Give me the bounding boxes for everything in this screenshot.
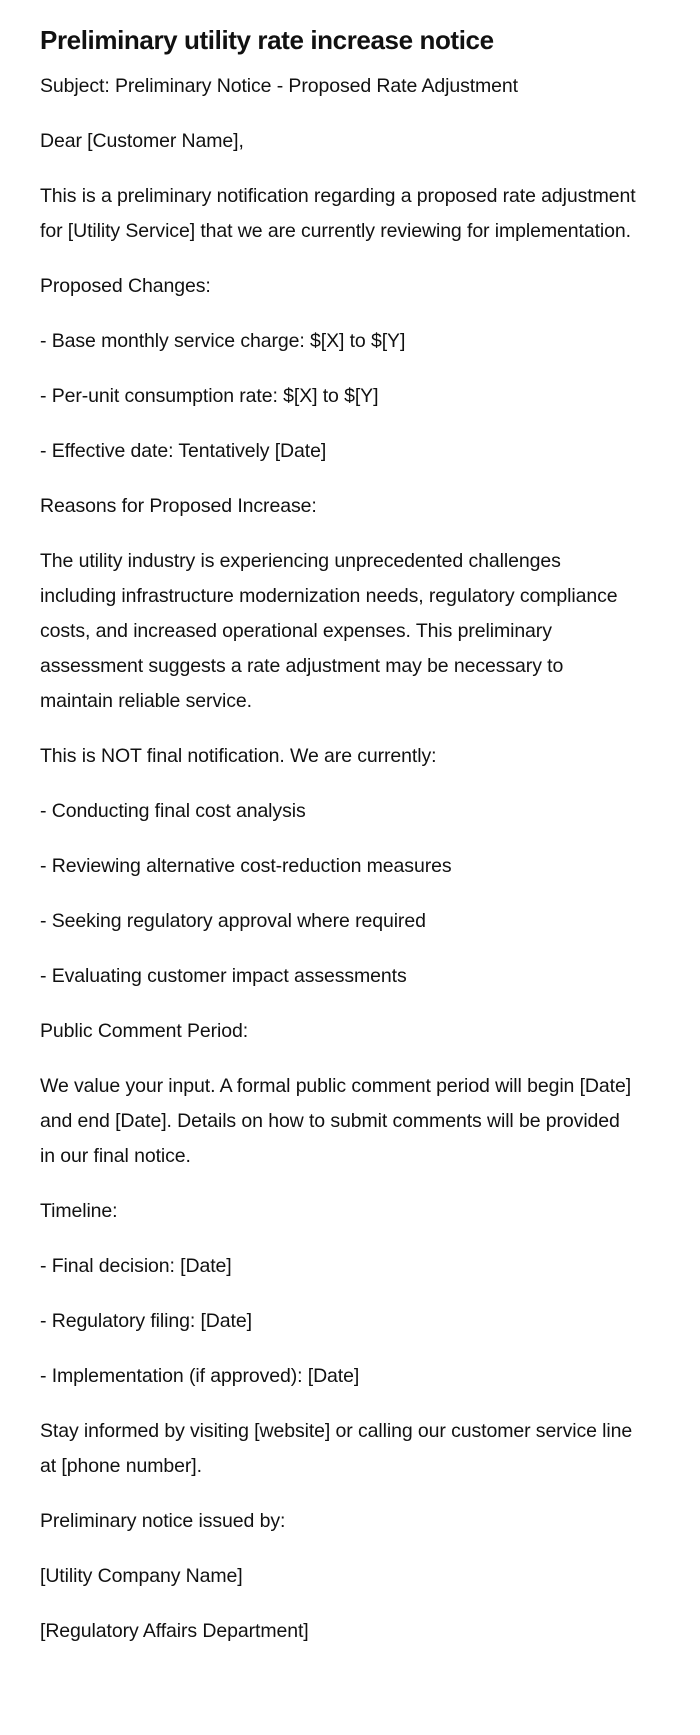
list-item: - Per-unit consumption rate: $[X] to $[Y] (40, 385, 379, 407)
document-title: Preliminary utility rate increase notice (40, 25, 494, 55)
list-item: - Seeking regulatory approval where required (40, 910, 426, 932)
public-comment-paragraph: We value your input. A formal public comment period will begin [Date] and end [Date]. Details on how to submit comments will be provided in our final notice. (40, 1075, 632, 1167)
list-item: - Implementation (if approved): [Date] (40, 1365, 360, 1387)
subject-line: Subject: Preliminary Notice - Proposed Rate Adjustment (40, 75, 518, 97)
reasons-paragraph: The utility industry is experiencing unprecedented challenges including infrastructure modernization needs, regulatory compliance costs, and increased operational expenses. This preliminary assessment suggests a rate adjustment may be necessary to maintain reliable service. (40, 550, 618, 712)
list-item: - Evaluating customer impact assessments (40, 965, 407, 987)
intro-paragraph: This is a preliminary notification regarding a proposed rate adjustment for [Utility Service] that we are currently reviewing for implementation. (40, 185, 636, 242)
list-item: - Regulatory filing: [Date] (40, 1310, 252, 1332)
list-item: - Effective date: Tentatively [Date] (40, 440, 327, 462)
section-heading-timeline: Timeline: (40, 1200, 118, 1222)
list-item: - Final decision: [Date] (40, 1255, 232, 1277)
section-heading-proposed-changes: Proposed Changes: (40, 275, 211, 297)
section-heading-reasons: Reasons for Proposed Increase: (40, 495, 317, 517)
salutation: Dear [Customer Name], (40, 130, 244, 152)
list-item: - Reviewing alternative cost-reduction measures (40, 855, 452, 877)
not-final-paragraph: This is NOT final notification. We are currently: (40, 745, 437, 767)
contact-paragraph: Stay informed by visiting [website] or calling our customer service line at [phone number]. (40, 1420, 633, 1477)
issued-by-label: Preliminary notice issued by: (40, 1510, 286, 1532)
list-item: - Base monthly service charge: $[X] to $[Y] (40, 330, 406, 352)
department-name: [Regulatory Affairs Department] (40, 1620, 309, 1642)
company-name: [Utility Company Name] (40, 1565, 243, 1587)
section-heading-public-comment: Public Comment Period: (40, 1020, 249, 1042)
list-item: - Conducting final cost analysis (40, 800, 306, 822)
